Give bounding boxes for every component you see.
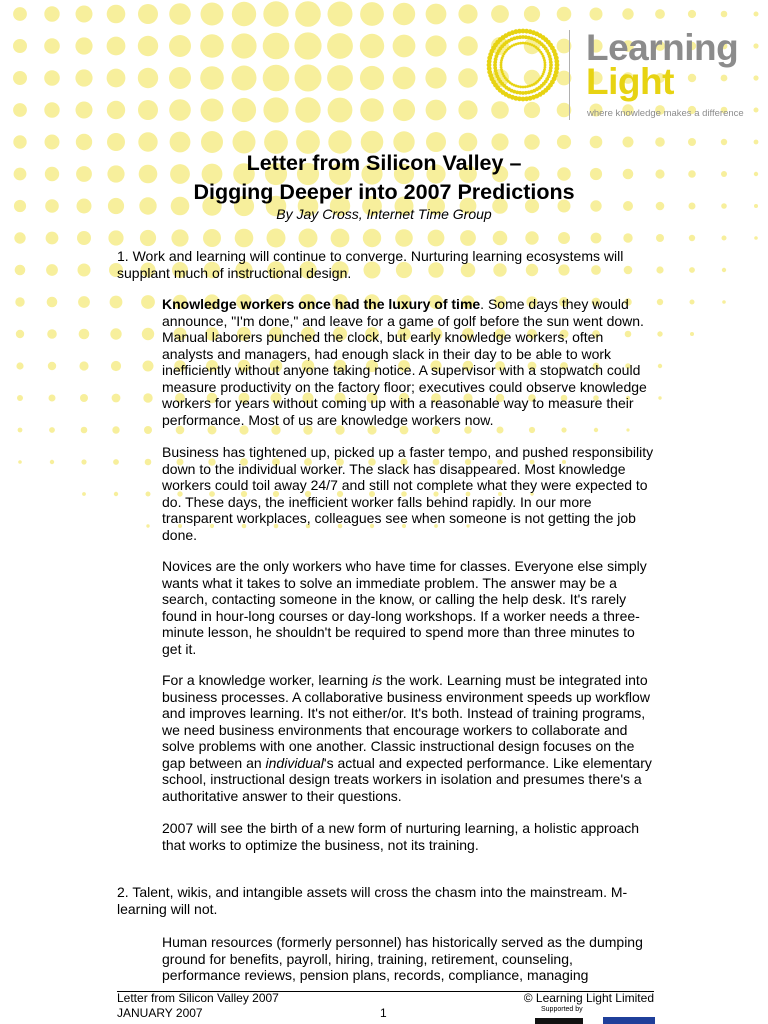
footer-date: JANUARY 2007 (117, 1006, 203, 1020)
paragraph-5: 2007 will see the birth of a new form of nurturing learning, a holistic approach that works to optimize the business, not its training. (162, 820, 640, 853)
paragraph-3: Novices are the only workers who have time for classes. Everyone else simply wants what it takes to solve an immediate problem. The answer may be a search, contacting someone in the know, or calling the help desk. It's rarely found in hour-long courses or day-long workshops. If a worker needs a three-minute lesson, he shouldn't be required to spend more than three minutes to get it. (162, 558, 647, 657)
point-1-heading: 1. Work and learning will continue to converge. Nurturing learning ecosystems will supplant much of instructional design. (117, 248, 624, 281)
paragraph-1 (162, 296, 654, 428)
paragraph-4-text-c: 's actual and expected performance. Like elementary school, instructional design treats workers in isolation and presumes there's a authoritative answer to their questions. (162, 754, 652, 804)
logo-ring-dot (549, 60, 553, 64)
logo-ring-dot (554, 59, 559, 64)
logo-ring-dot (544, 61, 547, 64)
footer-copyright: © Learning Light Limited (523, 991, 654, 1005)
paragraph-4-emphasis-is: is (372, 672, 383, 688)
paragraph-4-emphasis-individual: individual (265, 754, 324, 771)
learning-light-logo (484, 26, 754, 126)
paragraph-1-lead: Knowledge workers once had the luxury of time (162, 296, 481, 312)
logo-divider (569, 30, 570, 120)
page-number: 1 (380, 1006, 387, 1020)
logo-word-learning: Learning (586, 27, 739, 68)
paragraph-1-text: . Some days they would announce, "I'm done," and leave for a game of golf before the sun went down. Manual laborers punched the clock, but early knowledge workers, often analysts and managers, had enough slack in their day to be able to work inefficiently without anyone taking notice. A supervisor with a stopwatch could measure productivity on the factory floor; executives could observe knowledge workers for years without coming up with a reasonable way to measure their performance. Most of us are knowledge workers now. (162, 296, 647, 428)
footer-title: Letter from Silicon Valley 2007 (117, 991, 279, 1005)
sun-ring-icon (484, 26, 562, 104)
document-title-line1: Letter from Silicon Valley – (246, 151, 522, 175)
supported-by-label: Supported by (541, 1006, 583, 1013)
sponsor-logo-blue (603, 1017, 655, 1024)
paragraph-4 (162, 672, 654, 804)
paragraph-2: Business has tightened up, picked up a faster tempo, and pushed responsibility down to the individual worker. The slack has disappeared. Most knowledge workers could toil away 24/7 and still not complete what they were expected to do. These days, the inefficient worker falls behind rapidly. In our more transparent workplaces, colleagues see when someone is not getting the job done. (162, 444, 654, 543)
byline: By Jay Cross, Internet Time Group (276, 206, 492, 222)
document-title-line2: Digging Deeper into 2007 Predictions (193, 180, 575, 204)
paragraph-4-text-a: For a knowledge worker, learning (162, 672, 373, 688)
paragraph-6: Human resources (formerly personnel) has historically served as the dumping ground for benefits, payroll, hiring, training, retirement, counseling, performance reviews, pension plans, records, compliance, managing (162, 934, 643, 983)
point-2-heading: 2. Talent, wikis, and intangible assets will cross the chasm into the mainstream. M-learning will not. (117, 884, 628, 917)
logo-word-light: Light (586, 61, 674, 102)
logo-tagline: where knowledge makes a difference (587, 108, 744, 119)
paragraph-4-text-b: the work. Learning must be integrated into business processes. A collaborative business environment speeds up workflow and improves learning. It's not either/or. It's both. Instead of training programs, we need business environments that encourage workers to collaborate and solve problems with one another. Classic instructional design focuses on the gap between an (162, 672, 650, 771)
sponsor-logo-dark (535, 1018, 583, 1024)
